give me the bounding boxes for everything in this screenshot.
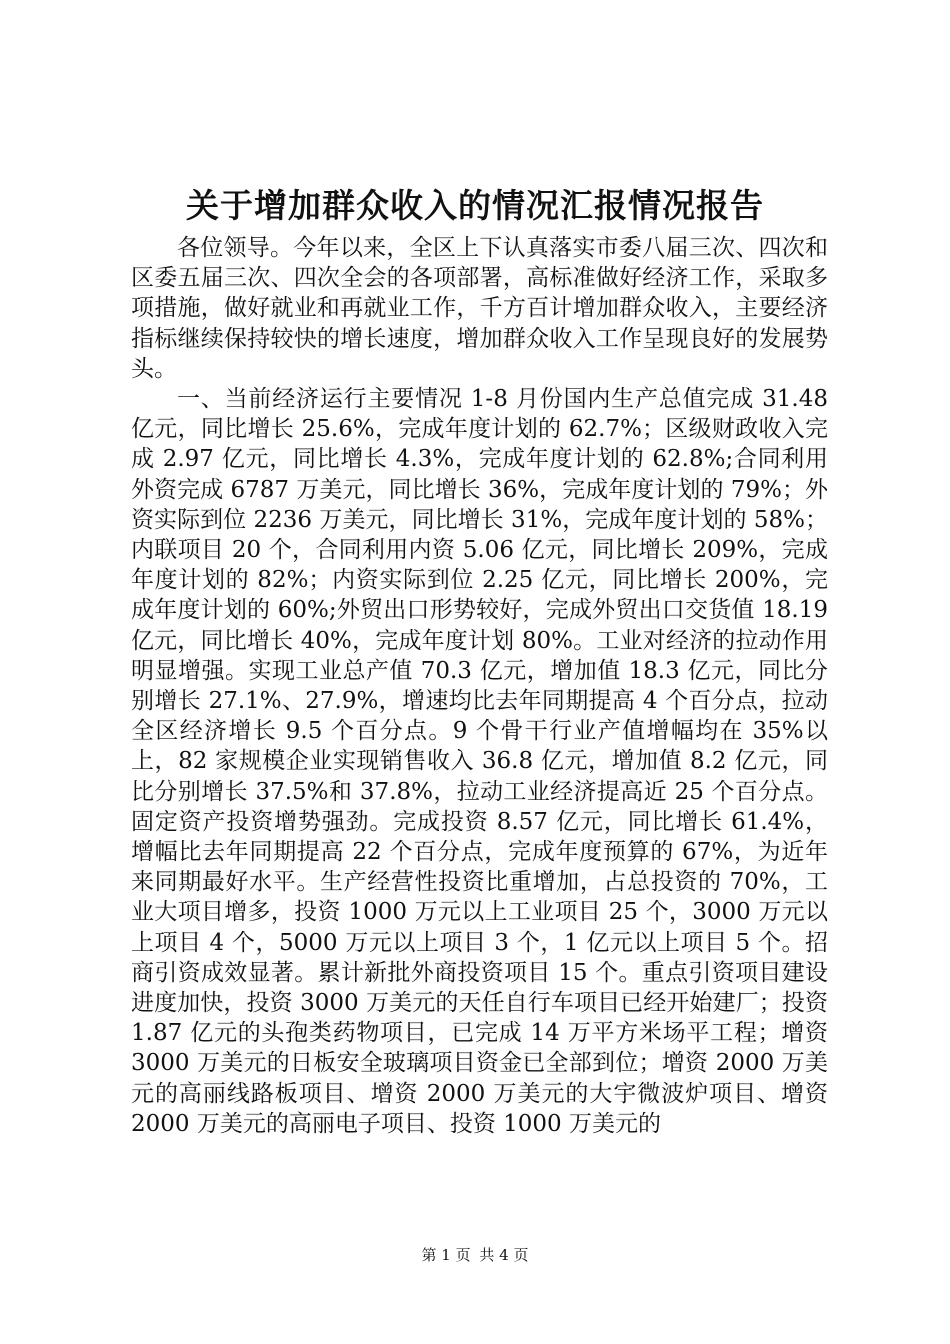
page-footer	[0, 1245, 950, 1265]
document-body	[131, 233, 828, 1139]
page-total: 共 4 页	[479, 1246, 529, 1264]
document-title: 关于增加群众收入的情况汇报情况报告	[186, 186, 764, 225]
page-number: 第 1 页	[421, 1246, 471, 1264]
paragraph-economic-summary: 一、当前经济运行主要情况 1-8 月份国内生产总值完成 31.48 亿元，同比增长 25.6%，完成年度计划的 62.7%；区级财政收入完成 2.97 亿元，同比增长 4.3%，完成年度计划的 62.8%;合同利用外资完成 6787 万美元，同比增长 36%，完成年度计划的 79%；外资实际到位 2236 万美元，同比增长 31%，完成年度计划的 58%；内联项目 20 个，合同利用内资 5.06 亿元，同比增长 209%，完成年度计划的 82%；内资实际到位 2.25 亿元，同比增长 200%，完成年度计划的 60%;外贸出口形势较好，完成外贸出口交货值 18.19 亿元，同比增长 40%，完成年度计划 80%。工业对经济的拉动作用明显增强。实现工业总产值 70.3 亿元，增加值 18.3 亿元，同比分别增长 27.1%、27.9%，增速均比去年同期提高 4 个百分点，拉动全区经济增长 9.5 个百分点。9 个骨干行业产值增幅均在 35%以上，82 家规模企业实现销售收入 36.8 亿元，增加值 8.2 亿元，同比分别增长 37.5%和 37.8%，拉动工业经济提高近 25 个百分点。固定资产投资增势强劲。完成投资 8.57 亿元，同比增长 61.4%，增幅比去年同期提高 22 个百分点，完成年度预算的 67%，为近年来同期最好水平。生产经营性投资比重增加，占总投资的 70%，工业大项目增多，投资 1000 万元以上工业项目 25 个，3000 万元以上项目 4 个，5000 万元以上项目 3 个，1 亿元以上项目 5 个。招商引资成效显著。累计新批外商投资项目 15 个。重点引资项目建设进度加快，投资 3000 万美元的天任自行车项目已经开始建厂；投资 1.87 亿元的头孢类药物项目，已完成 14 万平方米场平工程；增资 3000 万美元的日板安全玻璃项目资金已全部到位；增资 2000 万美元的高丽线路板项目、增资 2000 万美元的大宇微波炉项目、增资 2000 万美元的高丽电子项目、投资 1000 万美元的	[131, 386, 828, 1137]
paragraph-greeting: 各位领导。今年以来，全区上下认真落实市委八届三次、四次和区委五届三次、四次全会的各项部署，高标准做好经济工作，采取多项措施，做好就业和再就业工作，千方百计增加群众收入，主要经济指标继续保持较快的增长速度，增加群众收入工作呈现良好的发展势头。	[131, 235, 828, 382]
